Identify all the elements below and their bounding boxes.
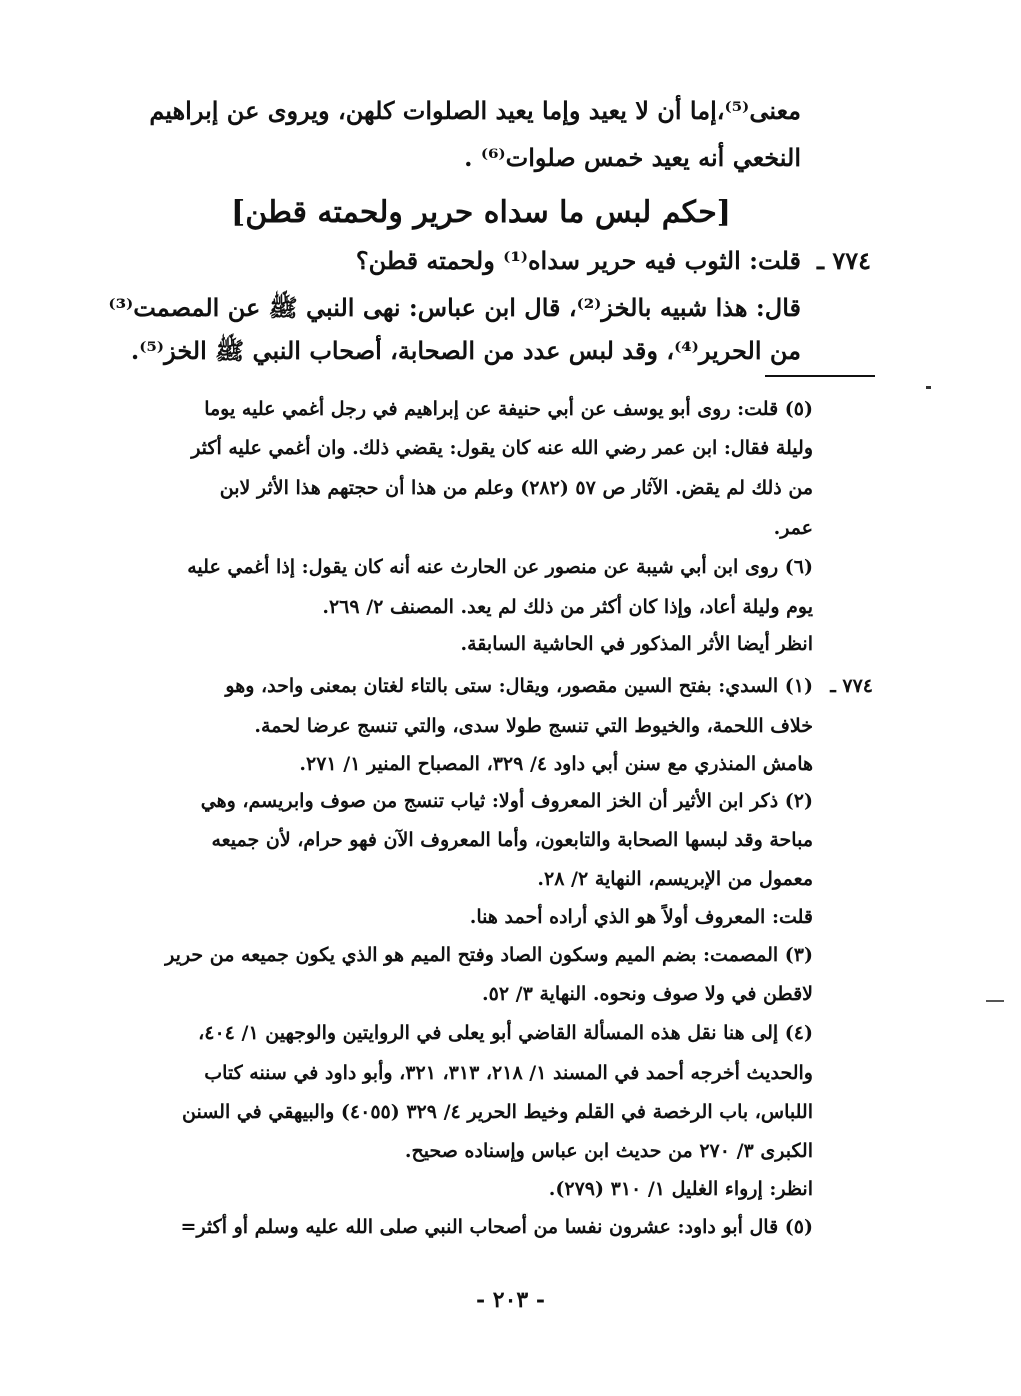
footnote-5-line-1: (٥) قلت: روى أبو يوسف عن أبي حنيفة عن إبراهيم في رجل أغمي عليه يوما bbox=[204, 398, 813, 420]
footnote-e4-line-3: اللباس، باب الرخصة في القلم وخيط الحرير ٤/ ٣٢٩ (٤٠٥٥) والبيهقي في السنن bbox=[182, 1101, 813, 1123]
footnote-5-line-3: من ذلك لم يقض. الآثار ص ٥٧ (٢٨٢) وعلم من هذا أن حجتهم هذا الأثر لابن bbox=[219, 477, 813, 499]
scan-speck bbox=[986, 1000, 1004, 1002]
main-text-line-2: النخعي أنه يعيد خمس صلوات⁽⁶⁾ . bbox=[464, 143, 801, 172]
footnote-e1-line-2: خلاف اللحمة، والخيوط التي تنسج طولا سدى، والتي تنسج عرضا لحمة. bbox=[254, 715, 813, 737]
footnote-e3-line-2: لاقطن في ولا صوف ونحوه. النهاية ٣/ ٥٢. bbox=[482, 983, 813, 1005]
footnote-6-line-3: انظر أيضا الأثر المذكور في الحاشية السابقة. bbox=[460, 633, 813, 655]
footnote-6-line-1: (٦) روى ابن أبي شيبة عن منصور عن الحارث عنه أنه كان يقول: إذا أغمي عليه bbox=[187, 556, 813, 578]
footnote-e4-line-2: والحديث أخرجه أحمد في المسند ١/ ٢١٨، ٣١٣، ٣٢١، وأبو داود في سننه كتاب bbox=[204, 1062, 813, 1084]
entry-answer-line-2: من الحرير⁽⁴⁾، وقد لبس عدد من الصحابة، أصحاب النبي ﷺ الخز⁽⁵⁾. bbox=[130, 336, 801, 365]
footnote-e1-line-1: (١) السدي: بفتح السين مقصور، ويقال: ستى بالتاء لغتان بمعنى واحد، وهو bbox=[225, 675, 813, 697]
section-heading: [حكم لبس ما سداه حرير ولحمته قطن] bbox=[231, 195, 731, 230]
entry-answer-line-1: قال: هذا شبيه بالخز⁽²⁾، قال ابن عباس: نهى النبي ﷺ عن المصمت⁽³⁾ bbox=[108, 293, 801, 322]
footnote-e4-line-1: (٤) إلى هنا نقل هذه المسألة القاضي أبو يعلى في الروايتين والوجهين ١/ ٤٠٤، bbox=[198, 1022, 813, 1044]
footnote-e2-line-4: قلت: المعروف أولاً هو الذي أراده أحمد هنا. bbox=[469, 906, 813, 928]
footnote-separator bbox=[765, 375, 875, 377]
entry-question: قلت: الثوب فيه حرير سداه⁽¹⁾ ولحمته قطن؟ bbox=[355, 246, 801, 275]
footnote-5-line-2: وليلة فقال: ابن عمر رضي الله عنه كان يقول: يقضي ذلك. وان أغمي عليه أكثر bbox=[191, 437, 813, 459]
footnote-e3-line-1: (٣) المصمت: بضم الميم وسكون الصاد وفتح الميم هو الذي يكون جميعه من حرير bbox=[165, 944, 813, 966]
footnote-e2-line-1: (٢) ذكر ابن الأثير أن الخز المعروف أولا: ثياب تنسج من صوف وابريسم، وهي bbox=[200, 790, 813, 812]
main-text-line-1: معنى⁽⁵⁾،إما أن لا يعيد وإما يعيد الصلوات كلهن، ويروى عن إبراهيم bbox=[149, 96, 801, 125]
footnote-e2-line-2: مباحة وقد لبسها الصحابة والتابعون، وأما المعروف الآن فهو حرام، لأن جميعه bbox=[211, 829, 813, 851]
page-number: - ٢٠٣ - bbox=[475, 1287, 546, 1313]
footnotes-entry-label: ٧٧٤ ـ bbox=[830, 675, 873, 697]
footnote-e2-line-3: معمول من الإبريسم، النهاية ٢/ ٢٨. bbox=[537, 868, 813, 890]
footnote-e1-line-3: هامش المنذري مع سنن أبي داود ٤/ ٣٢٩، المصباح المنير ١/ ٢٧١. bbox=[299, 753, 813, 775]
entry-number: ٧٧٤ ـ bbox=[816, 246, 871, 275]
footnote-e5-line-1: (٥) قال أبو داود: عشرون نفسا من أصحاب النبي صلى الله عليه وسلم أو أكثر= bbox=[180, 1216, 813, 1238]
footnote-e4-line-4: الكبرى ٣/ ٢٧٠ من حديث ابن عباس وإسناده صحيح. bbox=[404, 1140, 813, 1162]
footnote-5-line-4: عمر. bbox=[773, 517, 813, 539]
footnote-e4-line-5: انظر: إرواء الغليل ١/ ٣١٠ (٢٧٩). bbox=[548, 1178, 813, 1200]
scan-speck bbox=[926, 386, 931, 389]
footnote-6-line-2: يوم وليلة أعاد، وإذا كان أكثر من ذلك لم يعد. المصنف ٢/ ٢٦٩. bbox=[322, 596, 813, 618]
